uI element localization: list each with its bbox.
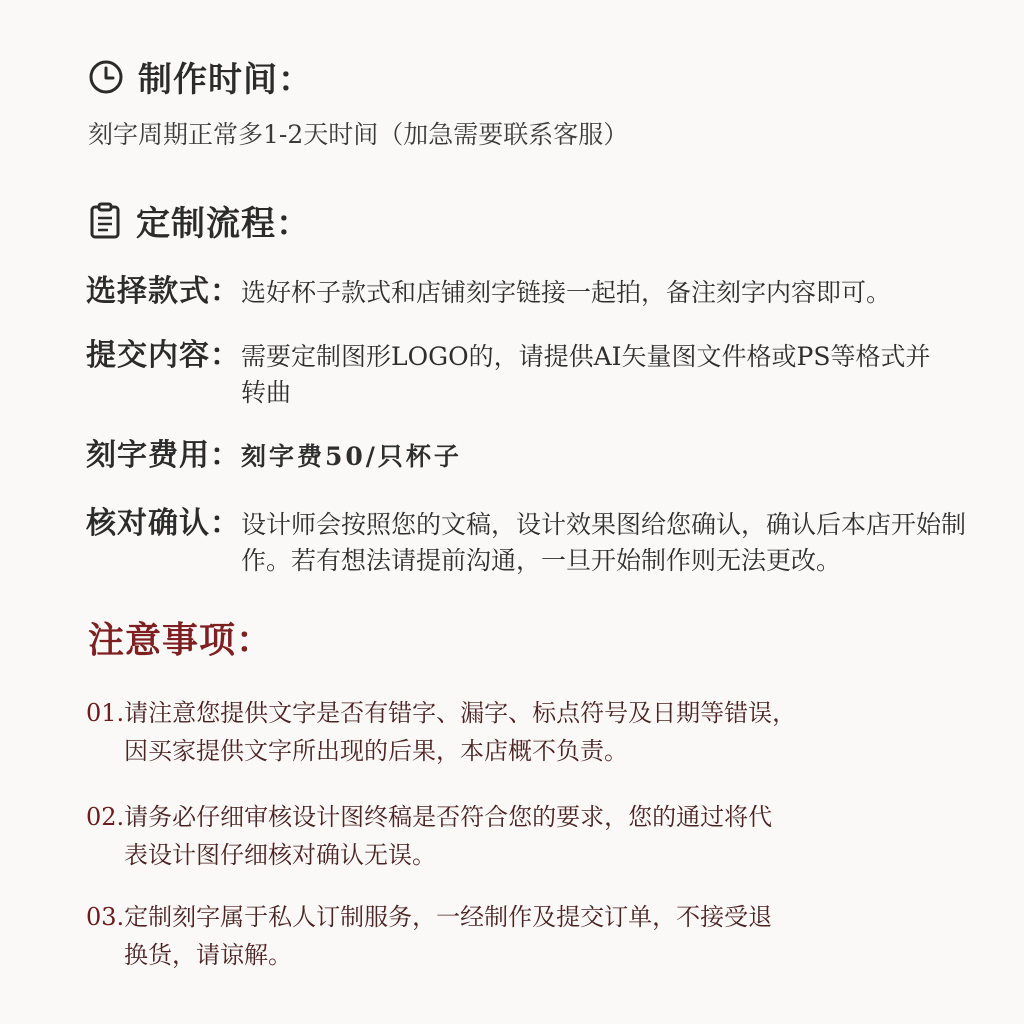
process-item-submit-content: [86, 338, 966, 411]
production-time-title: 制作时间：: [138, 60, 313, 100]
clipboard-icon: [88, 202, 122, 240]
process-item-select-style: [86, 274, 986, 311]
note-item: [86, 898, 906, 974]
notes-title: 注意事项：: [88, 619, 274, 661]
note-text: 定制刻字属于私人订制服务，一经制作及提交订单，不接受退: [124, 903, 773, 931]
process-item-engraving-fee: [86, 438, 986, 475]
process-item-label: 刻字费用：: [86, 438, 241, 473]
note-text: 请务必仔细审核设计图终稿是否符合您的要求，您的通过将代: [124, 803, 773, 831]
note-text-continued: 因买家提供文字所出现的后果，本店概不负责。: [124, 737, 628, 765]
note-number: 01.: [86, 699, 125, 727]
process-heading: [88, 196, 311, 245]
process-item-text: 刻字费50/只杯子: [241, 442, 462, 471]
notes-heading: [88, 612, 273, 663]
note-number: 02.: [86, 803, 125, 831]
process-title: 定制流程：: [136, 204, 311, 244]
process-item-label: 提交内容：: [86, 338, 241, 373]
note-item: [86, 798, 906, 874]
production-time-text: 刻字周期正常多1-2天时间（加急需要联系客服）: [88, 120, 629, 149]
process-item-label: 核对确认：: [86, 506, 241, 541]
note-number: 03.: [86, 903, 125, 931]
process-item-label: 选择款式：: [86, 274, 241, 309]
note-item: [86, 694, 906, 770]
note-text-continued: 换货，请谅解。: [124, 941, 292, 969]
production-time-heading: [88, 52, 313, 101]
process-item-confirm: [86, 506, 986, 579]
clock-icon: [88, 59, 124, 95]
process-item-text: 设计师会按照您的文稿，设计效果图给您确认，确认后本店开始制作。若有想法请提前沟通，一旦开始制作则无法更改。: [241, 510, 967, 575]
process-item-text: 需要定制图形LOGO的，请提供AI矢量图文件格或PS等格式并转曲: [241, 342, 931, 407]
note-text-continued: 表设计图仔细核对确认无误。: [124, 841, 436, 869]
process-item-text: 选好杯子款式和店铺刻字链接一起拍，备注刻字内容即可。: [241, 278, 892, 307]
note-text: 请注意您提供文字是否有错字、漏字、标点符号及日期等错误，: [124, 699, 797, 727]
